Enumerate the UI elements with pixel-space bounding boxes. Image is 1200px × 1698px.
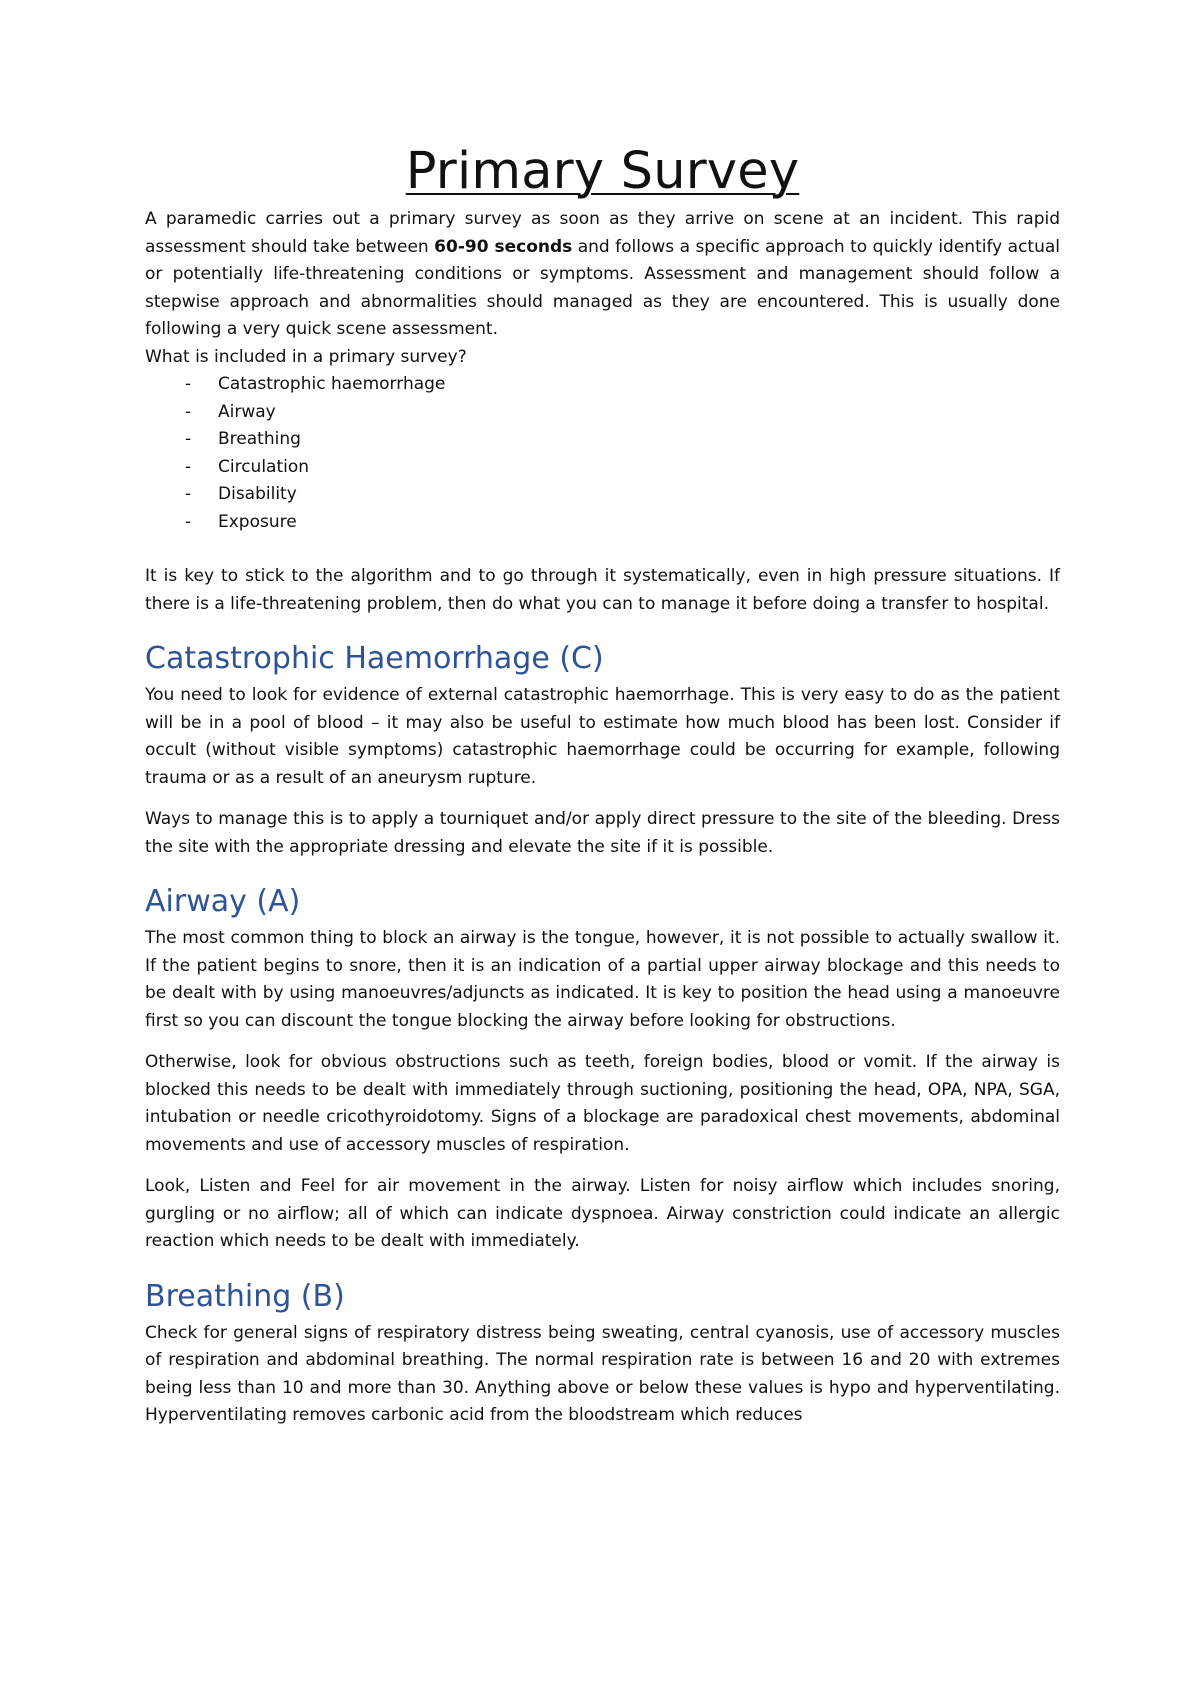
intro-bold-duration: 60-90 seconds [434, 236, 573, 257]
list-item [145, 481, 1060, 509]
dash-bullet: - [185, 511, 192, 532]
list-item-label: Disability [218, 484, 297, 504]
document-page [145, 140, 1060, 1430]
list-item-label: Circulation [218, 456, 310, 477]
breathing-paragraph-1: Check for general signs of respiratory distress being sweating, central cyanosis, use of accessory muscles of respiration and abdominal breathing. The normal respiration rate is between 16 and 20 with extremes being less than 10 and more than 30. Anything above or below these values is hypo and hyperventilating. Hyperventilating removes carbonic acid from the bloodstream which reduces [145, 1322, 1060, 1425]
dash-bullet: - [185, 484, 192, 504]
section-heading-catastrophic: Catastrophic Haemorrhage (C) [145, 641, 604, 676]
airway-paragraph-1: The most common thing to block an airway is the tongue, however, it is not possible to actually swallow it. If the patient begins to snore, then it is an indication of a partial upper airway blockage and this needs to be dealt with by using manoeuvres/adjuncts as indicated. It is key to position the head using a manoeuvre first so you can discount the tongue blocking the airway before looking for obstructions. [145, 928, 1060, 1031]
list-item-label: Breathing [218, 429, 301, 449]
airway-paragraph-2: Otherwise, look for obvious obstructions such as teeth, foreign bodies, blood or vomit. If the airway is blocked this needs to be dealt with immediately through suctioning, positioning the head, OPA, NPA, SGA, intubation or needle cricothyroidotomy. Signs of a blockage are paradoxical chest movements, abdominal movements and use of accessory muscles of respiration. [145, 1052, 1060, 1155]
list-item [145, 509, 1060, 537]
intro-paragraph [145, 206, 1060, 344]
list-item [145, 454, 1060, 482]
catastrophic-paragraph-1: You need to look for evidence of external catastrophic haemorrhage. This is very easy to do as the patient will be in a pool of blood – it may also be useful to estimate how much blood has been lost. Consider if occult (without visible symptoms) catastrophic haemorrhage could be occurring for example, following trauma or as a result of an aneurysm rupture. [145, 685, 1060, 788]
section-heading-airway: Airway (A) [145, 884, 301, 919]
list-item [145, 399, 1060, 427]
dash-bullet: - [185, 429, 192, 449]
airway-paragraph-3: Look, Listen and Feel for air movement in the airway. Listen for noisy airflow which includes snoring, gurgling or no airflow; all of which can indicate dyspnoea. Airway constriction could indicate an allergic reaction which needs to be dealt with immediately. [145, 1176, 1060, 1251]
intro-question: What is included in a primary survey? [145, 346, 467, 367]
intro-text-start: A paramedic carries out a primary survey as soon as they arrive on scene at an incident. This rapid assessment should take between [145, 209, 1060, 257]
intro-closing-paragraph: It is key to stick to the algorithm and to go through it systematically, even in high pressure situations. If there is a life-threatening problem, then do what you can to manage it before doing a transfer to hospital. [145, 566, 1060, 614]
list-item-label: Catastrophic haemorrhage [218, 374, 446, 394]
blank-line [145, 536, 1060, 563]
dash-bullet: - [185, 456, 192, 477]
document-title: Primary Survey [405, 142, 800, 201]
primary-survey-list [145, 371, 1060, 536]
list-item [145, 371, 1060, 399]
dash-bullet: - [185, 374, 192, 394]
list-item [145, 426, 1060, 454]
catastrophic-paragraph-2: Ways to manage this is to apply a tourniquet and/or apply direct pressure to the site of the bleeding. Dress the site with the appropriate dressing and elevate the site if it is possible. [145, 809, 1060, 857]
list-item-label: Airway [218, 401, 276, 422]
dash-bullet: - [185, 401, 192, 422]
section-heading-breathing: Breathing (B) [145, 1278, 345, 1314]
list-item-label: Exposure [218, 511, 297, 532]
intro-text-end: and follows a specific approach to quickly identify actual or potentially life-threatening conditions or symptoms. Assessment and management should follow a stepwise approach and abnormalities should managed as they are encountered. This is usually done following a very quick scene assessment. [145, 236, 1060, 339]
